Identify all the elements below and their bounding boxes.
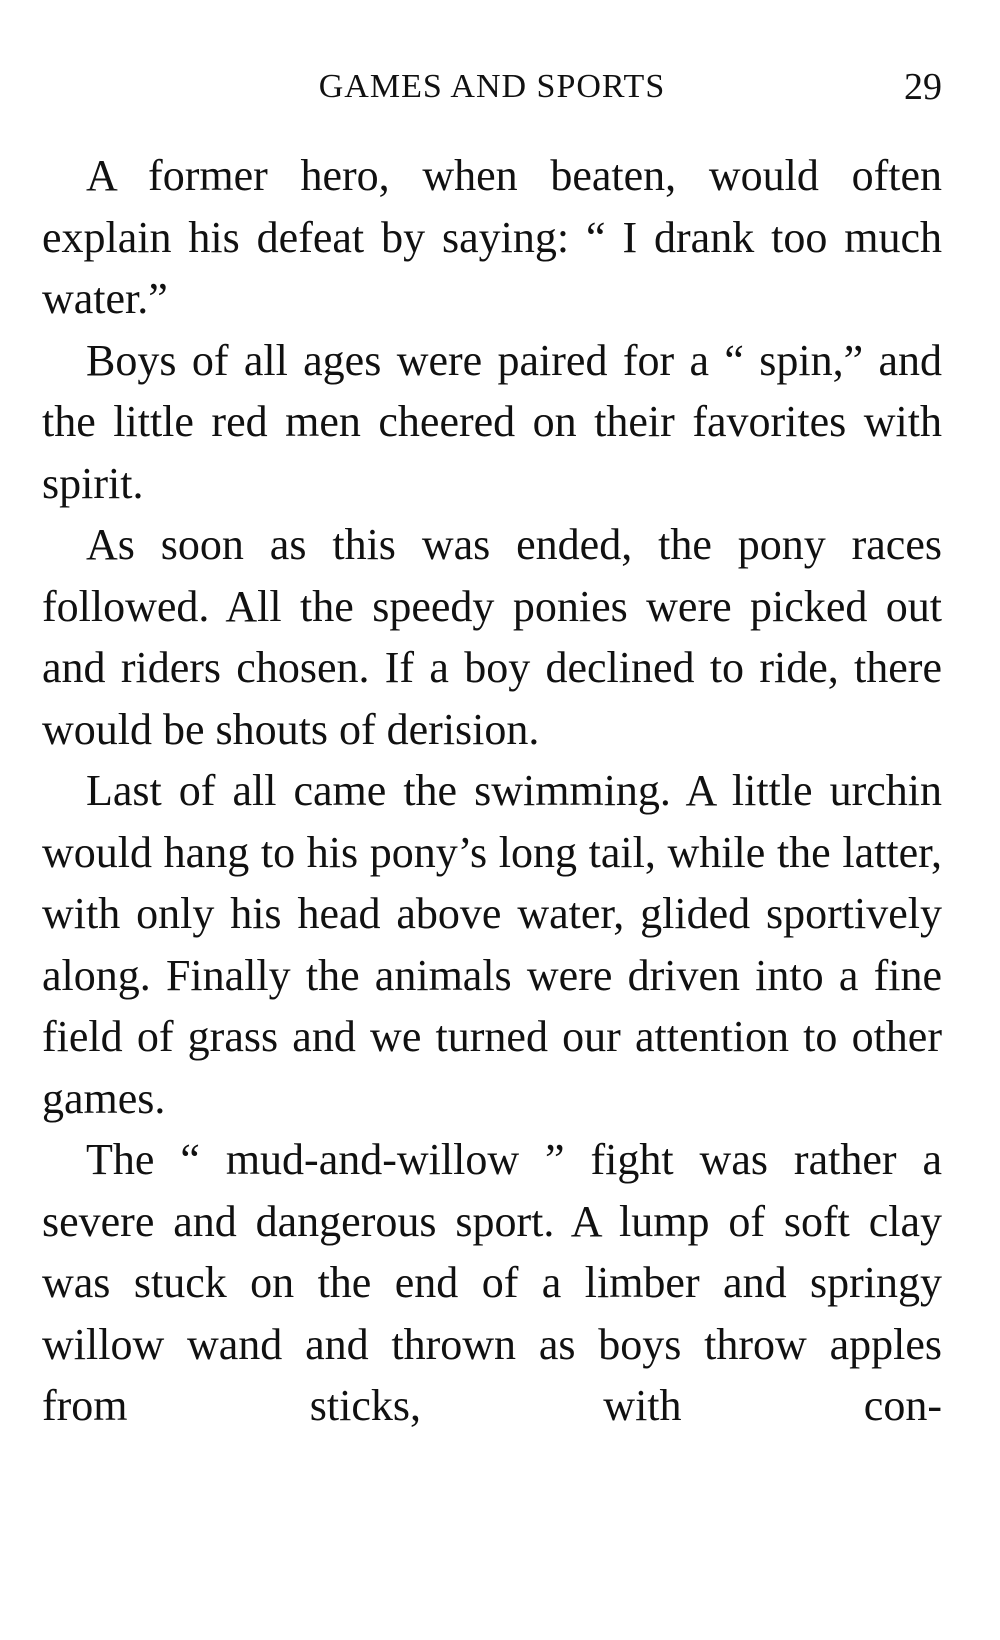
body-text [42, 145, 942, 1437]
running-head [42, 62, 942, 112]
running-title: GAMES AND SPORTS [318, 68, 666, 105]
paragraph-5: The “ mud-and-willow ” fight was rather a severe and dangerous sport. A lump of soft clay was stuck on the end of a limber and springy willow wand and thrown as boys throw apples from sticks, with con- [42, 1135, 942, 1430]
page-number: 29 [904, 66, 942, 108]
paragraph-4: Last of all came the swimming. A little urchin would hang to his pony’s long tail, while the latter, with only his head above water, glided sportively along. Finally the animals were driven into a fine field of grass and we turned our attention to other games. [42, 766, 942, 1123]
paragraph-1: A former hero, when beaten, would often explain his defeat by saying: “ I drank too much water.” [42, 151, 942, 323]
paragraph-2: Boys of all ages were paired for a “ spin,” and the little red men cheered on their favorites with spirit. [42, 335, 942, 508]
paragraph-3: As soon as this was ended, the pony races followed. All the speedy ponies were picked out and riders chosen. If a boy declined to ride, there would be shouts of derision. [42, 520, 942, 754]
book-page [42, 0, 942, 1640]
